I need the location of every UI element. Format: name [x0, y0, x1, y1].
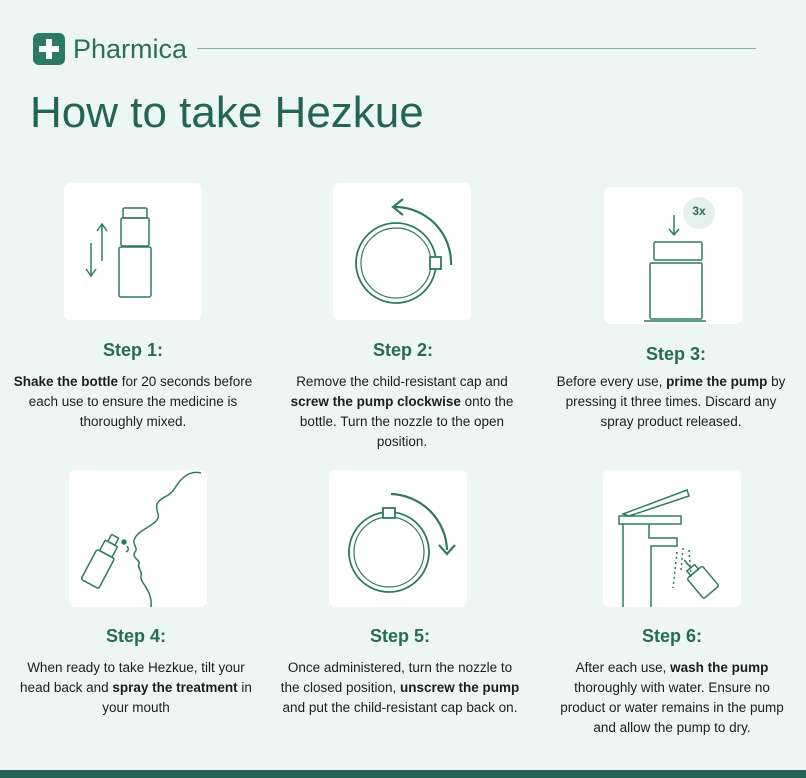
unscrew-pump-icon [329, 470, 467, 607]
body-text: Before every use, [556, 374, 667, 389]
step-6-text [552, 658, 792, 738]
body-text: by pressing it three times. Discard any spray product released. [565, 374, 786, 429]
brand-logo [33, 33, 187, 65]
brand-name: Pharmica [73, 33, 188, 64]
step-5-illustration [329, 470, 467, 607]
step-6-illustration [603, 470, 741, 607]
body-text: thoroughly with water. Ensure no product or water remains in the pump and allow the pump to dry. [560, 680, 784, 735]
step-5-title: Step 5: [369, 626, 430, 646]
emphasis-text: unscrew the pump [400, 680, 520, 695]
repeat-count-badge: 3x [692, 204, 706, 218]
screw-clockwise-icon [333, 183, 471, 320]
step-4-illustration [69, 470, 207, 607]
step-6-title: Step 6: [641, 626, 702, 646]
body-text: for 20 seconds before each use to ensure the medicine is thoroughly mixed. [28, 374, 253, 429]
spray-mouth-icon [69, 470, 207, 607]
shake-bottle-icon [64, 183, 202, 320]
body-text: in your mouth [102, 680, 252, 715]
header-divider [197, 48, 756, 49]
emphasis-text: Shake the bottle [13, 374, 118, 389]
step-1-title: Step 1: [102, 340, 163, 360]
page-title: How to take Hezkue [30, 88, 424, 137]
body-text: Once administered, turn the nozzle to the closed position, [280, 660, 513, 695]
wash-pump-icon [603, 470, 741, 607]
footer-bar [0, 770, 806, 778]
emphasis-text: prime the pump [666, 374, 768, 389]
emphasis-text: spray the treatment [112, 680, 238, 695]
step-2-illustration [333, 183, 471, 320]
body-text: onto the bottle. Turn the nozzle to the open position. [299, 394, 514, 449]
step-1-illustration [64, 183, 202, 320]
step-1-text [13, 372, 253, 432]
body-text: Remove the child-resistant cap and [296, 374, 508, 389]
body-text: When ready to take Hezkue, tilt your head back and [20, 660, 245, 695]
step-2-title: Step 2: [372, 340, 433, 360]
emphasis-text: screw the pump clockwise [290, 394, 461, 409]
step-3-title: Step 3: [645, 344, 706, 364]
body-text: and put the child-resistant cap back on. [282, 700, 518, 715]
cross-logo-icon [33, 33, 65, 65]
step-5-text [280, 658, 520, 718]
step-2-text [282, 372, 522, 452]
step-3-illustration [604, 187, 742, 324]
prime-pump-icon [604, 187, 742, 324]
emphasis-text: wash the pump [670, 660, 769, 675]
step-4-text [16, 658, 256, 718]
body-text: After each use, [575, 660, 671, 675]
step-4-title: Step 4: [105, 626, 166, 646]
step-3-text [551, 372, 791, 432]
